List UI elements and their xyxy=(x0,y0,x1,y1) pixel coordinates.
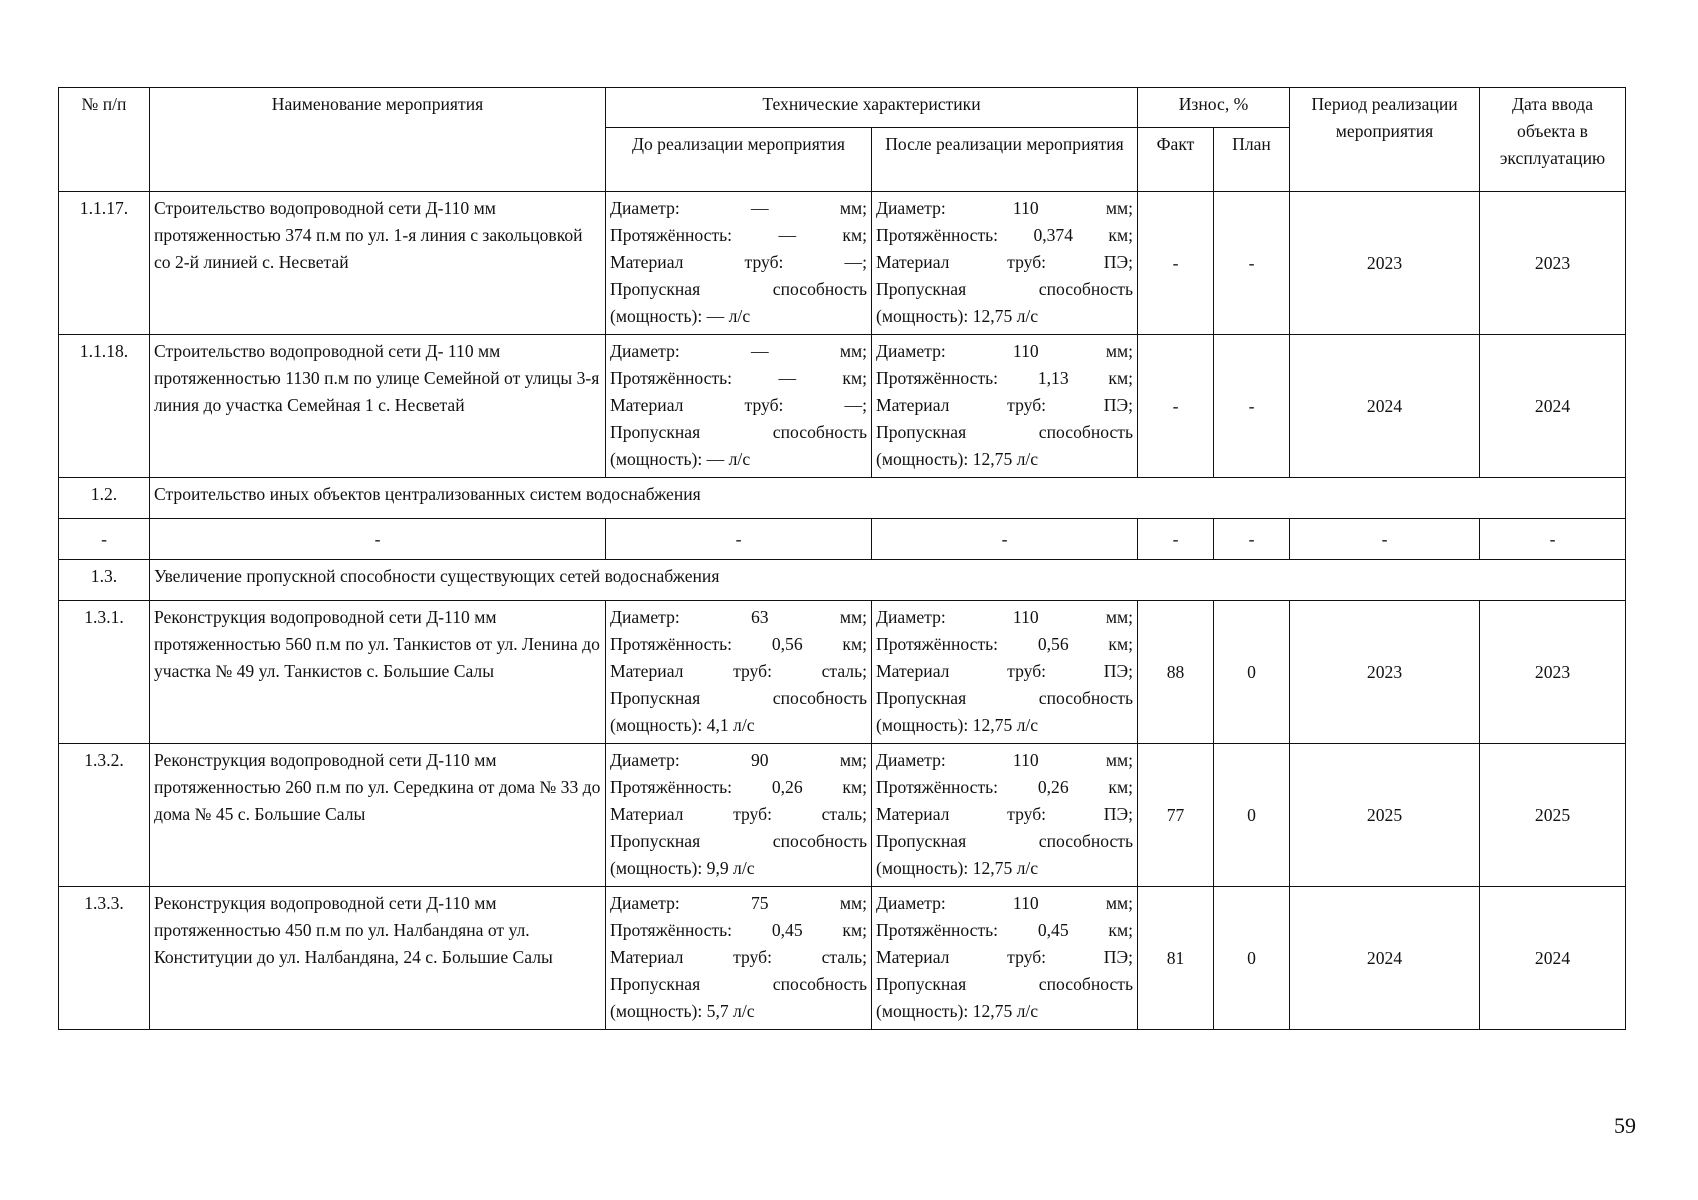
spec-label: способность xyxy=(772,831,867,851)
spec-unit: км; xyxy=(1108,634,1133,654)
spec-label: Материал xyxy=(610,947,684,967)
spec-label: Диаметр: xyxy=(610,893,680,913)
spec-label: Протяжённость: xyxy=(610,225,733,245)
spec-value: 0,45 xyxy=(1037,920,1069,940)
spec-label: Протяжённость: xyxy=(610,368,733,388)
spec-label: труб: xyxy=(1007,395,1047,415)
spec-label: труб: xyxy=(1007,947,1047,967)
spec-value: 110 xyxy=(1012,607,1039,627)
spec-unit: км; xyxy=(1108,225,1133,245)
spec-after xyxy=(872,601,1138,744)
spec-value: ПЭ; xyxy=(1103,661,1133,681)
spec-label: Диаметр: xyxy=(876,893,946,913)
header-date: Дата ввода объекта в эксплуатацию xyxy=(1480,88,1626,192)
spec-value: 0,45 xyxy=(771,920,803,940)
spec-unit: км; xyxy=(842,225,867,245)
spec-unit: мм; xyxy=(1105,893,1133,913)
spec-label: Пропускная xyxy=(610,974,701,994)
spec-label: способность xyxy=(772,974,867,994)
spec-label: Пропускная xyxy=(876,688,967,708)
row-num: 1.3.1. xyxy=(59,601,150,744)
spec-value: 110 xyxy=(1012,198,1039,218)
spec-label: Материал xyxy=(610,252,684,272)
spec-label: Материал xyxy=(876,395,950,415)
spec-label: Материал xyxy=(610,661,684,681)
header-tech-before: До реализации мероприятия xyxy=(606,128,872,192)
period: 2023 xyxy=(1290,601,1480,744)
table-row xyxy=(59,601,1626,744)
spec-after xyxy=(872,744,1138,887)
spec-value: ПЭ; xyxy=(1103,947,1133,967)
spec-label: Диаметр: xyxy=(876,341,946,361)
spec-label: Пропускная xyxy=(610,422,701,442)
spec-label: Протяжённость: xyxy=(876,225,999,245)
spec-label: труб: xyxy=(1007,661,1047,681)
spec-label: Материал xyxy=(876,804,950,824)
table-row xyxy=(59,519,1626,560)
row-name: Реконструкция водопроводной сети Д-110 мм протяженностью 260 п.м по ул. Середкина от дома № 33 до дома № 45 с. Большие Салы xyxy=(150,744,606,887)
spec-unit: км; xyxy=(1108,920,1133,940)
spec-label: труб: xyxy=(1007,804,1047,824)
dash-cell: - xyxy=(1214,519,1290,560)
header-wear-fact: Факт xyxy=(1138,128,1214,192)
spec-label: Диаметр: xyxy=(610,341,680,361)
spec-label: способность xyxy=(1038,688,1133,708)
section-row xyxy=(59,560,1626,601)
spec-label: способность xyxy=(1038,279,1133,299)
table-row xyxy=(59,887,1626,1030)
spec-label: Протяжённость: xyxy=(876,368,999,388)
spec-after xyxy=(872,887,1138,1030)
spec-value: 0,26 xyxy=(771,777,803,797)
section-num: 1.2. xyxy=(59,478,150,519)
spec-unit: км; xyxy=(1108,777,1133,797)
spec-label: Пропускная xyxy=(610,831,701,851)
spec-label: Протяжённость: xyxy=(876,777,999,797)
table-row xyxy=(59,335,1626,478)
header-tech: Технические характеристики xyxy=(606,88,1138,128)
header-name: Наименование мероприятия xyxy=(150,88,606,192)
spec-unit: км; xyxy=(842,777,867,797)
spec-value: 75 xyxy=(751,893,769,913)
spec-unit: мм; xyxy=(1105,198,1133,218)
dash-cell: - xyxy=(606,519,872,560)
row-num: 1.3.3. xyxy=(59,887,150,1030)
spec-value: ПЭ; xyxy=(1103,252,1133,272)
spec-unit: км; xyxy=(1108,368,1133,388)
spec-value: —; xyxy=(844,395,867,415)
spec-value: — xyxy=(751,198,769,218)
spec-value: 63 xyxy=(751,607,769,627)
spec-label: Материал xyxy=(610,804,684,824)
spec-label: Пропускная xyxy=(876,831,967,851)
spec-unit: км; xyxy=(842,634,867,654)
spec-label: способность xyxy=(1038,974,1133,994)
spec-value: 90 xyxy=(751,750,769,770)
spec-value: сталь; xyxy=(821,661,867,681)
row-name: Строительство водопроводной сети Д- 110 мм протяженностью 1130 п.м по улице Семейной от улицы 3-я линия до участка Семейная 1 с. Несветай xyxy=(150,335,606,478)
spec-label: труб: xyxy=(744,395,784,415)
period: 2024 xyxy=(1290,887,1480,1030)
period: 2024 xyxy=(1290,335,1480,478)
spec-label: труб: xyxy=(744,252,784,272)
header-wear: Износ, % xyxy=(1138,88,1290,128)
spec-value: 110 xyxy=(1012,750,1039,770)
spec-unit: мм; xyxy=(1105,607,1133,627)
spec-label: Диаметр: xyxy=(610,198,680,218)
spec-value: 0,26 xyxy=(1037,777,1069,797)
spec-label: труб: xyxy=(733,661,772,681)
wear-plan: 0 xyxy=(1214,744,1290,887)
row-num: 1.1.18. xyxy=(59,335,150,478)
spec-value: — xyxy=(778,368,797,388)
section-title: Строительство иных объектов централизованных систем водоснабжения xyxy=(150,478,1626,519)
spec-after xyxy=(872,335,1138,478)
spec-label: Диаметр: xyxy=(610,750,680,770)
commission-date: 2023 xyxy=(1480,601,1626,744)
table-row xyxy=(59,744,1626,887)
row-name: Реконструкция водопроводной сети Д-110 мм протяженностью 560 п.м по ул. Танкистов от ул. Ленина до участка № 49 ул. Танкистов с. Большие Салы xyxy=(150,601,606,744)
spec-value: 110 xyxy=(1012,893,1039,913)
wear-fact: 81 xyxy=(1138,887,1214,1030)
spec-value: —; xyxy=(844,252,867,272)
spec-value: 1,13 xyxy=(1037,368,1069,388)
row-name: Реконструкция водопроводной сети Д-110 мм протяженностью 450 п.м по ул. Налбандяна от ул. Конституции до ул. Налбандяна, 24 с. Большие Салы xyxy=(150,887,606,1030)
header-period: Период реализации мероприятия xyxy=(1290,88,1480,192)
spec-value: — xyxy=(778,225,797,245)
spec-value: ПЭ; xyxy=(1103,395,1133,415)
commission-date: 2025 xyxy=(1480,744,1626,887)
spec-label: Диаметр: xyxy=(876,198,946,218)
spec-unit: км; xyxy=(842,920,867,940)
wear-plan: - xyxy=(1214,192,1290,335)
spec-unit: мм; xyxy=(839,607,867,627)
spec-label: Пропускная xyxy=(876,974,967,994)
spec-label: Диаметр: xyxy=(876,750,946,770)
measures-table xyxy=(58,87,1626,1030)
spec-label: Материал xyxy=(876,947,950,967)
spec-value: (мощность): 12,75 л/с xyxy=(876,858,1039,878)
header-tech-after: После реализации мероприятия xyxy=(872,128,1138,192)
spec-label: Диаметр: xyxy=(876,607,946,627)
spec-label: Пропускная xyxy=(610,688,701,708)
spec-value: (мощность): 12,75 л/с xyxy=(876,306,1039,326)
wear-fact: 88 xyxy=(1138,601,1214,744)
spec-unit: мм; xyxy=(839,893,867,913)
dash-cell: - xyxy=(59,519,150,560)
spec-label: Материал xyxy=(876,661,950,681)
spec-label: Протяжённость: xyxy=(876,920,999,940)
spec-label: Материал xyxy=(610,395,684,415)
spec-label: Протяжённость: xyxy=(610,777,733,797)
section-title: Увеличение пропускной способности существующих сетей водоснабжения xyxy=(150,560,1626,601)
spec-before xyxy=(606,192,872,335)
document-page xyxy=(58,87,1625,1030)
header-wear-plan: План xyxy=(1214,128,1290,192)
spec-label: Протяжённость: xyxy=(610,920,733,940)
spec-label: труб: xyxy=(1007,252,1047,272)
spec-label: способность xyxy=(1038,422,1133,442)
spec-label: способность xyxy=(772,688,867,708)
spec-value: (мощность): 12,75 л/с xyxy=(876,715,1039,735)
spec-before xyxy=(606,601,872,744)
wear-fact: - xyxy=(1138,192,1214,335)
spec-value: сталь; xyxy=(821,947,867,967)
period: 2025 xyxy=(1290,744,1480,887)
table-row xyxy=(59,192,1626,335)
spec-before xyxy=(606,744,872,887)
spec-unit: мм; xyxy=(839,341,867,361)
row-num: 1.1.17. xyxy=(59,192,150,335)
spec-unit: мм; xyxy=(839,750,867,770)
spec-value: ПЭ; xyxy=(1103,804,1133,824)
spec-value: (мощность): 5,7 л/с xyxy=(610,1001,755,1021)
spec-value: 0,56 xyxy=(1037,634,1069,654)
dash-cell: - xyxy=(1138,519,1214,560)
dash-cell: - xyxy=(1480,519,1626,560)
spec-value: 110 xyxy=(1012,341,1039,361)
spec-value: (мощность): 12,75 л/с xyxy=(876,449,1039,469)
page-number: 59 xyxy=(1614,1113,1636,1138)
spec-label: Материал xyxy=(876,252,950,272)
spec-unit: мм; xyxy=(1105,750,1133,770)
spec-label: труб: xyxy=(733,804,772,824)
wear-plan: 0 xyxy=(1214,887,1290,1030)
spec-after xyxy=(872,192,1138,335)
period: 2023 xyxy=(1290,192,1480,335)
section-row xyxy=(59,478,1626,519)
spec-unit: мм; xyxy=(839,198,867,218)
wear-plan: - xyxy=(1214,335,1290,478)
dash-cell: - xyxy=(872,519,1138,560)
spec-value: 0,56 xyxy=(771,634,803,654)
section-num: 1.3. xyxy=(59,560,150,601)
row-num: 1.3.2. xyxy=(59,744,150,887)
spec-label: способность xyxy=(772,422,867,442)
spec-value: (мощность): 4,1 л/с xyxy=(610,715,755,735)
spec-unit: км; xyxy=(842,368,867,388)
spec-unit: мм; xyxy=(1105,341,1133,361)
wear-fact: - xyxy=(1138,335,1214,478)
spec-before xyxy=(606,887,872,1030)
spec-label: Пропускная xyxy=(876,422,967,442)
spec-value: (мощность): — л/с xyxy=(610,306,751,326)
spec-label: Протяжённость: xyxy=(876,634,999,654)
spec-value: (мощность): 9,9 л/с xyxy=(610,858,755,878)
header-num: № п/п xyxy=(59,88,150,192)
spec-label: Диаметр: xyxy=(610,607,680,627)
spec-label: Протяжённость: xyxy=(610,634,733,654)
spec-before xyxy=(606,335,872,478)
spec-value: (мощность): — л/с xyxy=(610,449,751,469)
spec-label: труб: xyxy=(733,947,772,967)
spec-label: способность xyxy=(1038,831,1133,851)
spec-label: способность xyxy=(772,279,867,299)
spec-value: — xyxy=(751,341,769,361)
row-name: Строительство водопроводной сети Д-110 мм протяженностью 374 п.м по ул. 1-я линия с закольцовкой со 2-й линией с. Несветай xyxy=(150,192,606,335)
commission-date: 2024 xyxy=(1480,887,1626,1030)
spec-value: 0,374 xyxy=(1033,225,1074,245)
wear-fact: 77 xyxy=(1138,744,1214,887)
wear-plan: 0 xyxy=(1214,601,1290,744)
spec-label: Пропускная xyxy=(876,279,967,299)
dash-cell: - xyxy=(150,519,606,560)
spec-value: (мощность): 12,75 л/с xyxy=(876,1001,1039,1021)
commission-date: 2023 xyxy=(1480,192,1626,335)
commission-date: 2024 xyxy=(1480,335,1626,478)
spec-label: Пропускная xyxy=(610,279,701,299)
spec-value: сталь; xyxy=(821,804,867,824)
dash-cell: - xyxy=(1290,519,1480,560)
